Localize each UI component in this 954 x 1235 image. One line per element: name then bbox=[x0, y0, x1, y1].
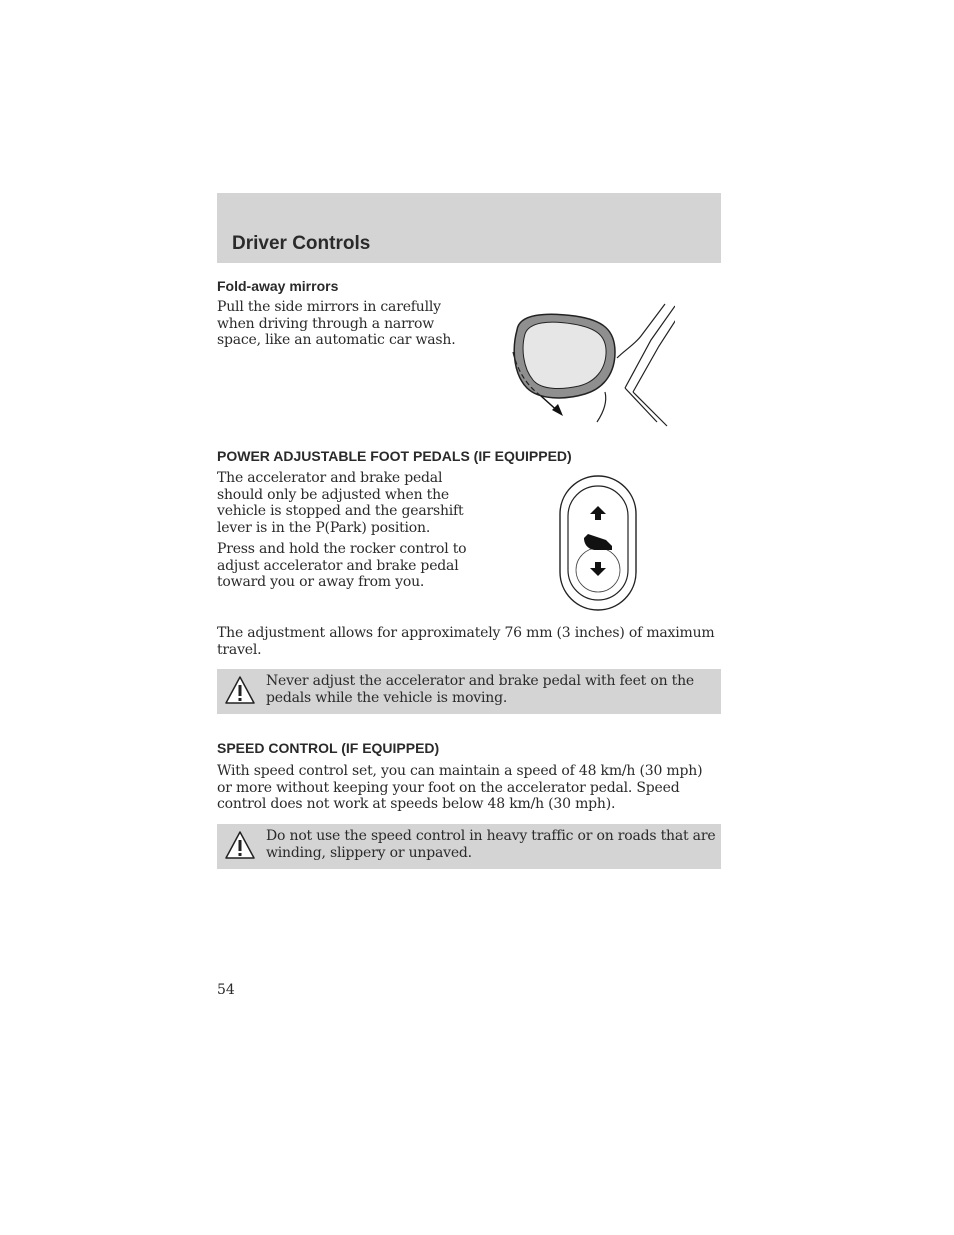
pedals-travel-text: The adjustment allows for approximately 76 mm (3 inches) of maximum travel. bbox=[217, 625, 715, 658]
mirrors-text: Pull the side mirrors in carefully when driving through a narrow space, like an automatic car wash. bbox=[217, 299, 456, 348]
pedals-heading: POWER ADJUSTABLE FOOT PEDALS (IF EQUIPPED) bbox=[217, 448, 572, 464]
speed-control-warning bbox=[217, 824, 721, 869]
page-number: 54 bbox=[217, 982, 235, 998]
pedals-paragraph-2: Press and hold the rocker control to adjust accelerator and brake pedal toward you or away from you. bbox=[217, 541, 467, 590]
pedal-rocker-switch-illustration bbox=[558, 474, 638, 612]
speed-control-heading: SPEED CONTROL (IF EQUIPPED) bbox=[217, 740, 440, 756]
section-header bbox=[217, 193, 721, 263]
pedals-warning-text: Never adjust the accelerator and brake pedal with feet on the pedals while the vehicle is moving. bbox=[266, 673, 694, 706]
pedals-warning bbox=[217, 669, 721, 714]
warning-triangle-icon bbox=[224, 675, 256, 705]
speed-control-warning-text: Do not use the speed control in heavy traffic or on roads that are winding, slippery or unpaved. bbox=[266, 828, 716, 861]
mirrors-heading: Fold-away mirrors bbox=[217, 278, 339, 294]
section-title: Driver Controls bbox=[232, 233, 371, 254]
speed-control-text: With speed control set, you can maintain a speed of 48 km/h (30 mph) or more without keeping your foot on the accelerator pedal. Speed control does not work at speeds below 48 km/h (30 mph). bbox=[217, 763, 703, 812]
pedals-paragraph-1: The accelerator and brake pedal should only be adjusted when the vehicle is stopped and the gearshift lever is in the P(Park) position. bbox=[217, 470, 464, 536]
fold-away-mirror-illustration bbox=[505, 300, 675, 428]
warning-triangle-icon bbox=[224, 830, 256, 860]
